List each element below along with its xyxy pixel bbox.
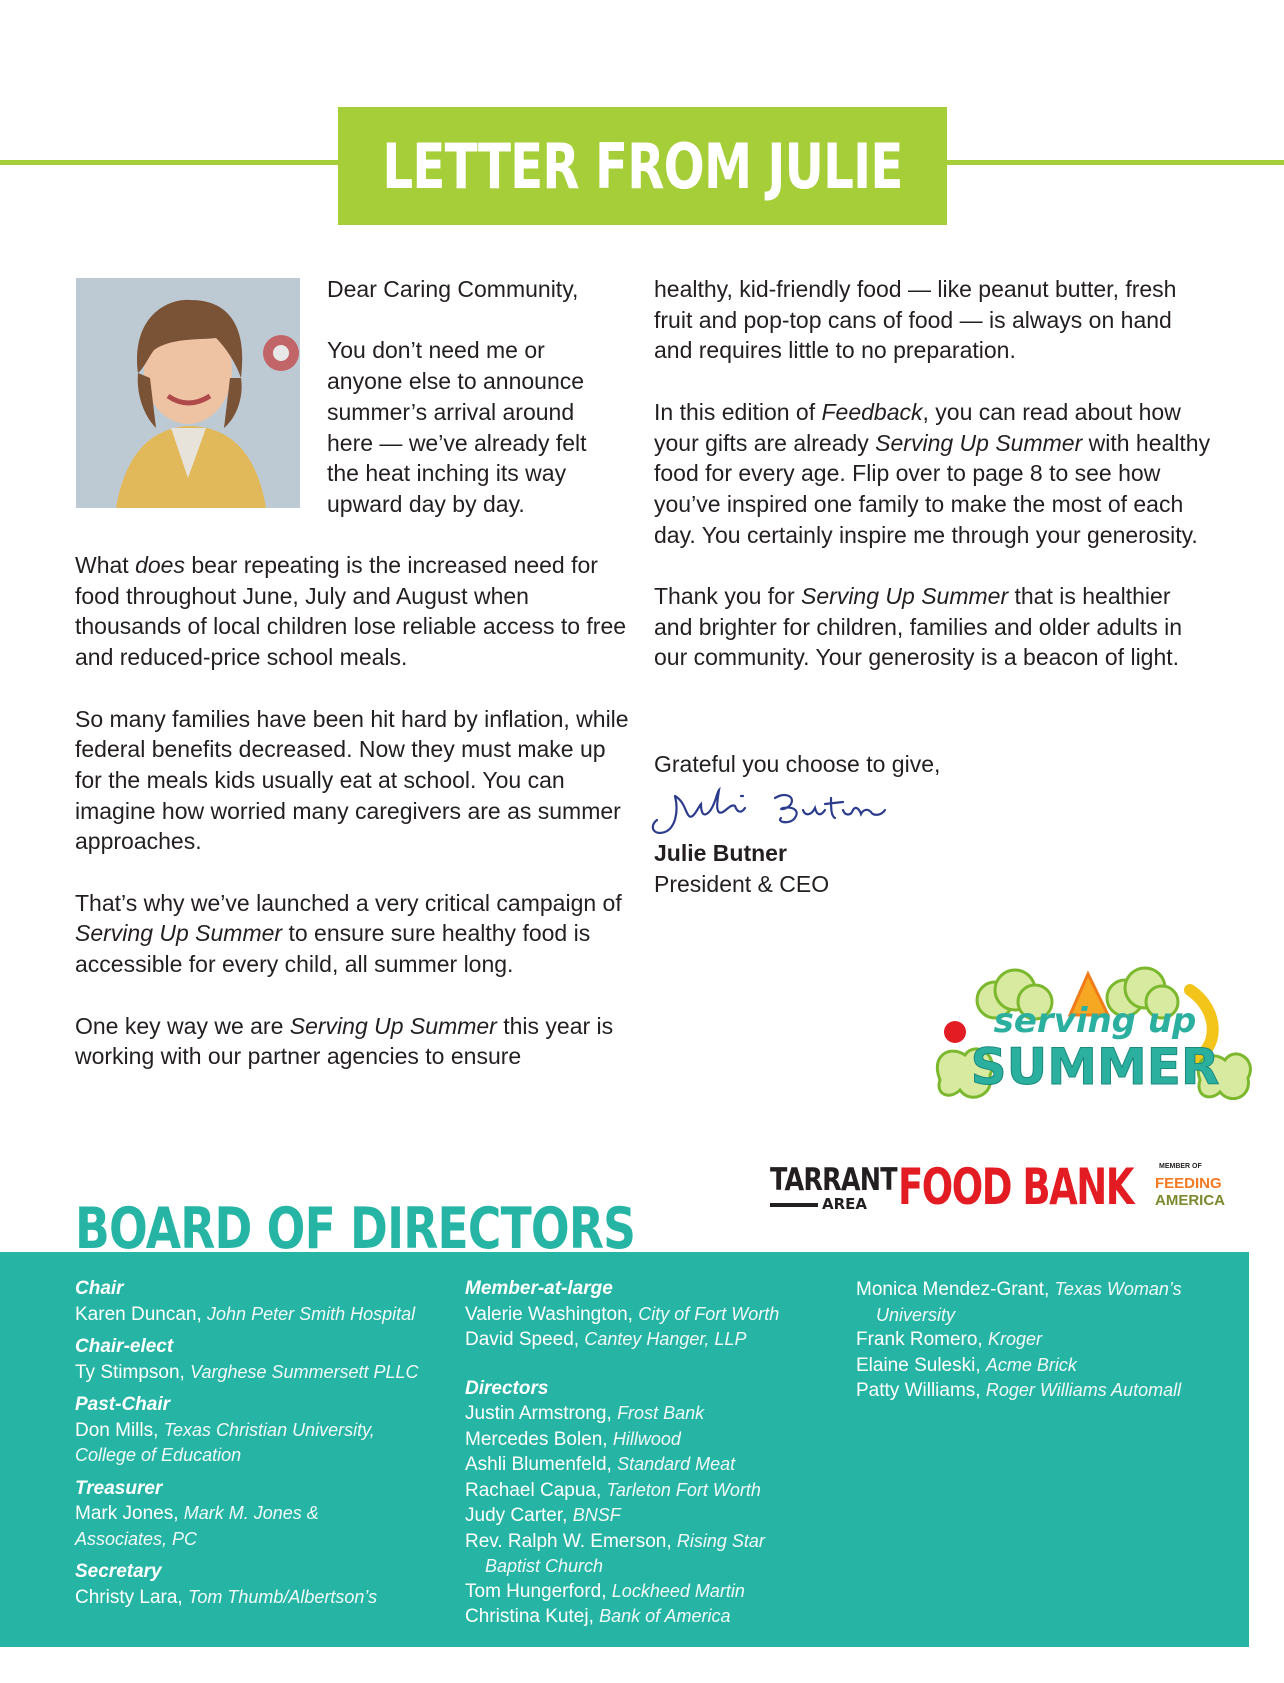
board-member: Christina Kutej, Bank of America <box>465 1606 731 1627</box>
signer-block <box>654 838 1054 899</box>
logo-feeding-text: FEEDING <box>1155 1175 1222 1192</box>
letter-paragraph-7: In this edition of Feedback, you can read about how your gifts are already Serving Up Summer with healthy food for every age. Flip over to page 8 to see how you’ve inspired one family to make the most of each day. You certainly inspire me through your generosity. <box>654 398 1211 548</box>
board-column-2 <box>465 1277 835 1630</box>
salutation: Dear Caring Community, <box>327 276 579 302</box>
board-member: Tom Hungerford, Lockheed Martin <box>465 1580 745 1602</box>
logo-area-text: AREA <box>822 1195 868 1213</box>
letter-left-column <box>75 550 635 1103</box>
feeding-america-logo <box>1155 1163 1245 1213</box>
letter-paragraph-8: Thank you for Serving Up Summer that is healthier and brighter for children, families and older adults in our community. Your generosity is a beacon of light. <box>654 583 1183 671</box>
logo-food-bank-text: FOOD BANK <box>898 1158 1133 1216</box>
board-member: Don Mills, Texas Christian University, College of Education <box>75 1419 375 1465</box>
board-role: Member-at-large <box>465 1278 613 1299</box>
board-heading: BOARD OF DIRECTORS <box>75 1196 636 1262</box>
letter-intro <box>327 274 617 550</box>
board-member: Monica Mendez-Grant, Texas Woman’s University <box>856 1279 1182 1325</box>
board-column-1 <box>75 1277 445 1610</box>
board-member: Rachael Capua, Tarleton Fort Worth <box>465 1479 761 1501</box>
signer-title: President & CEO <box>654 870 830 897</box>
signature <box>645 782 925 838</box>
board-member: Ashli Blumenfeld, Standard Meat <box>465 1454 736 1475</box>
board-member: Frank Romero, Kroger <box>856 1329 1043 1350</box>
logo-summer-text: SUMMER <box>970 1038 1220 1096</box>
page-title: LETTER FROM JULIE <box>382 129 903 203</box>
board-member: Mark Jones, Mark M. Jones & Associates, PC <box>75 1503 319 1549</box>
board-member: Elaine Suleski, Acme Brick <box>856 1354 1077 1376</box>
board-member: Patty Williams, Roger Williams Automall <box>856 1380 1182 1401</box>
letter-paragraph-6: healthy, kid-friendly food — like peanut butter, fresh fruit and pop-top cans of food — is always on hand and requires little to no preparation. <box>654 276 1177 364</box>
board-role: Treasurer <box>75 1477 163 1499</box>
board-member: Rev. Ralph W. Emerson, Rising Star Baptist Church <box>465 1530 765 1576</box>
board-column-3 <box>856 1277 1246 1404</box>
serving-up-summer-logo <box>930 960 1260 1125</box>
logo-member-of-text: MEMBER OF <box>1159 1163 1202 1170</box>
board-member: Valerie Washington, City of Fort Worth <box>465 1303 780 1325</box>
letter-paragraph-2: What does bear repeating is the increased need for food throughout June, July and August when thousands of local children lose reliable access to free and reduced-price school meals. <box>75 552 627 671</box>
board-role: Chair <box>75 1278 124 1299</box>
board-member: Mercedes Bolen, Hillwood <box>465 1428 681 1450</box>
letter-paragraph-1: You don’t need me or anyone else to announce summer’s arrival around here — we’ve already felt the heat inching its way upward day by day. <box>327 337 587 517</box>
board-member: Karen Duncan, John Peter Smith Hospital <box>75 1303 416 1325</box>
letter-paragraph-5: One key way we are Serving Up Summer this year is working with our partner agencies to ensure <box>75 1012 614 1070</box>
board-member: Ty Stimpson, Varghese Summersett PLLC <box>75 1361 419 1383</box>
board-member: Judy Carter, BNSF <box>465 1505 621 1526</box>
logo-serving-up-text: serving up <box>993 1001 1197 1041</box>
board-role: Directors <box>465 1377 549 1399</box>
tarrant-area-food-bank-logo <box>770 1158 1133 1220</box>
board-member: Justin Armstrong, Frost Bank <box>465 1403 705 1424</box>
signer-name: Julie Butner <box>654 840 787 866</box>
letter-paragraph-4: That’s why we’ve launched a very critical campaign of Serving Up Summer to ensure sure healthy food is accessible for every child, all summer long. <box>75 889 622 978</box>
author-photo <box>76 278 300 508</box>
board-role: Chair-elect <box>75 1336 174 1357</box>
letter-right-column <box>654 274 1214 704</box>
board-role: Past-Chair <box>75 1394 171 1415</box>
header-banner <box>338 107 947 225</box>
logo-tarrant-text: TARRANT <box>770 1162 897 1198</box>
board-member: David Speed, Cantey Hanger, LLP <box>465 1329 747 1350</box>
logo-bar <box>770 1203 818 1207</box>
letter-paragraph-3: So many families have been hit hard by inflation, while federal benefits decreased. Now they must make up for the meals kids usually eat at school. You can imagine how worried many caregivers are as summer approaches. <box>75 705 629 855</box>
logo-america-text: AMERICA <box>1155 1192 1225 1209</box>
board-member: Christy Lara, Tom Thumb/Albertson’s <box>75 1586 378 1608</box>
board-role: Secretary <box>75 1561 162 1582</box>
closing-line: Grateful you choose to give, <box>654 751 941 777</box>
